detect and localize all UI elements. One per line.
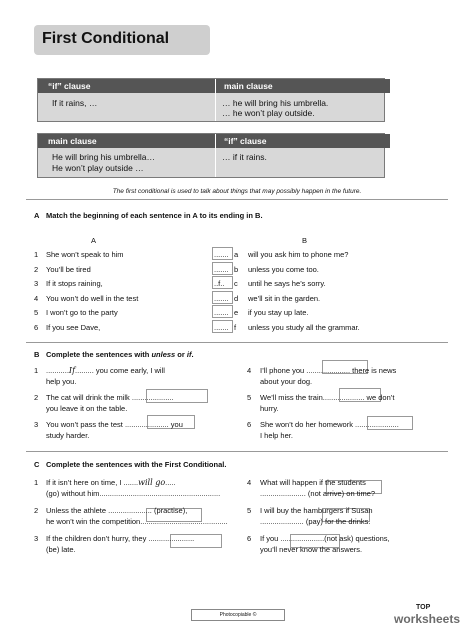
sentence-beginning: You’ll be tired [46,264,91,274]
grammar-table-if-first [37,78,385,122]
item-number: 4 [247,478,252,487]
c-item-3-line-2: (be) late. [46,545,76,554]
main-clause-example-2: … he won’t play outside. [222,108,315,118]
item-number: 3 [34,420,39,429]
answer-blank: ....... [214,250,229,259]
sentence-ending: unless you study all the grammar. [248,322,360,332]
main-clause-example-2: He won’t play outside … [52,163,144,173]
answer-blank: ....... [214,308,229,317]
grammar-table-main-first [37,133,385,178]
c-item-1-line-1 [46,478,176,487]
table-header-if-clause: “if” clause [218,134,390,148]
divider [26,451,448,452]
logo-worksheets-text: worksheets [394,612,461,626]
c-item-3-line-1: If the children don’t hurry, they ...................... [46,534,195,543]
handwritten-answer: If [68,366,76,375]
b-item-5-line-2: hurry. [260,404,279,413]
table-header-if-clause: “if” clause [38,79,218,93]
c-item-5-line-1: I will buy the hamburgers if Susan [260,506,373,515]
sentence-text: ......... you come early, I will [75,366,165,375]
sentence-ending: we’ll sit in the garden. [248,293,321,303]
instruction-text: . [191,350,194,359]
divider [26,199,448,200]
main-clause-example-1: … he will bring his umbrella. [222,98,329,108]
section-a-letter: A [34,211,40,220]
answer-box[interactable] [212,276,233,289]
answer-box[interactable] [212,305,233,318]
main-clause-example-1: He will bring his umbrella… [52,152,155,162]
item-number: 5 [247,506,252,515]
blank-dots: ........... [46,366,69,375]
word-if: if [186,350,192,359]
item-number: 2 [34,393,39,402]
instruction-text: Complete the sentences with [46,350,152,359]
section-c-letter: C [34,460,40,469]
item-number: 2 [34,506,39,515]
handwritten-answer: will go [138,478,166,487]
table-header-main-clause: main clause [38,134,218,148]
c-item-5-line-2: ..................... (pay) for the drinks. [260,517,371,526]
b-item-3-line-2: study harder. [46,431,90,440]
c-item-4-line-2: ...................... (not arrive) on time? [260,489,376,498]
if-clause-example: … if it rains. [222,152,267,162]
c-item-6-line-2: you’ll never know the answers. [260,545,363,554]
word-unless: unless [151,350,176,359]
sentence-ending: until he says he’s sorry. [248,279,326,288]
sentence-text: If it isn’t here on time, I ....... [46,478,139,487]
answer-box[interactable] [212,262,233,275]
answer-blank: ....... [214,322,229,332]
item-number: 4 [247,366,252,375]
c-item-4-line-1: What will happen if the students [260,478,366,487]
c-item-2-line-2: he won’t win the competition.......................................... [46,517,228,526]
b-item-3-line-1: You won’t pass the test ..................... you [46,420,183,429]
b-item-6-line-2: I help her. [260,431,293,440]
divider [26,342,448,343]
item-number: 5 [247,393,252,402]
column-divider [215,134,216,177]
item-number: 3 [34,534,39,543]
item-number: 6 [247,534,252,543]
if-clause-example: If it rains, … [52,98,98,108]
column-b-heading: B [302,236,308,245]
sentence-beginning: You won’t do well in the test [46,293,139,303]
sentence-ending: unless you come too. [248,264,319,274]
section-b-instruction [46,350,194,359]
instruction-text: or [175,350,187,359]
table-header-main-clause: main clause [218,79,390,93]
item-number: 5 [34,308,39,317]
option-letter: a [234,250,239,259]
option-letter: e [234,308,239,317]
option-letter: c [234,279,238,288]
sentence-beginning: If it stops raining, [46,279,103,288]
blank-dots: ..... [165,478,176,487]
answer-blank: ..f.. [214,279,225,288]
answer-blank: ....... [214,293,229,303]
b-item-5-line-1: We’ll miss the train.................... we don’t [260,393,395,402]
sentence-beginning: She won’t speak to him [46,250,124,259]
column-a-heading: A [91,236,97,245]
c-item-6-line-1: If you .....................(not ask) questions, [260,534,390,543]
item-number: 4 [34,293,39,303]
b-item-4-line-2: about your dog. [260,377,313,386]
b-item-6-line-1: She won’t do her homework ..................... [260,420,399,429]
sentence-beginning: I won’t go to the party [46,308,118,317]
column-divider [215,79,216,121]
b-item-4-line-1: I’ll phone you ..................... there is news [260,366,397,375]
option-letter: b [234,264,239,274]
item-number: 1 [34,366,39,375]
section-a-instruction: Match the beginning of each sentence in A to its ending in B. [46,211,263,220]
logo-top-text: TOP [416,604,431,611]
item-number: 6 [34,322,39,332]
c-item-2-line-1: Unless the athlete ..................... (practise), [46,506,188,515]
b-item-2-line-1: The cat will drink the milk .................... [46,393,174,402]
answer-box[interactable] [212,291,233,304]
explanation-caption: The first conditional is used to talk about things that may possibly happen in the future. [112,188,362,195]
sentence-ending: will you ask him to phone me? [248,250,349,259]
answer-box[interactable] [212,320,233,333]
page-title: First Conditional [42,30,170,47]
copyright-footer: Photocopiable © [191,609,285,621]
item-number: 3 [34,279,39,288]
option-letter: d [234,293,239,303]
item-number: 2 [34,264,39,274]
section-b-letter: B [34,350,40,359]
c-item-1-line-2: (go) without him.......................................................... [46,489,221,498]
section-c-instruction: Complete the sentences with the First Conditional. [46,460,227,469]
option-letter: f [234,322,237,332]
sentence-ending: if you stay up late. [248,308,309,317]
item-number: 6 [247,420,252,429]
item-number: 1 [34,250,39,259]
b-item-2-line-2: you leave it on the table. [46,404,128,413]
answer-box[interactable] [212,247,233,260]
b-item-1-line-2: help you. [46,377,77,386]
item-number: 1 [34,478,39,487]
sentence-beginning: If you see Dave, [46,322,101,332]
answer-blank: ....... [214,264,229,274]
b-item-1-line-1 [46,366,165,375]
